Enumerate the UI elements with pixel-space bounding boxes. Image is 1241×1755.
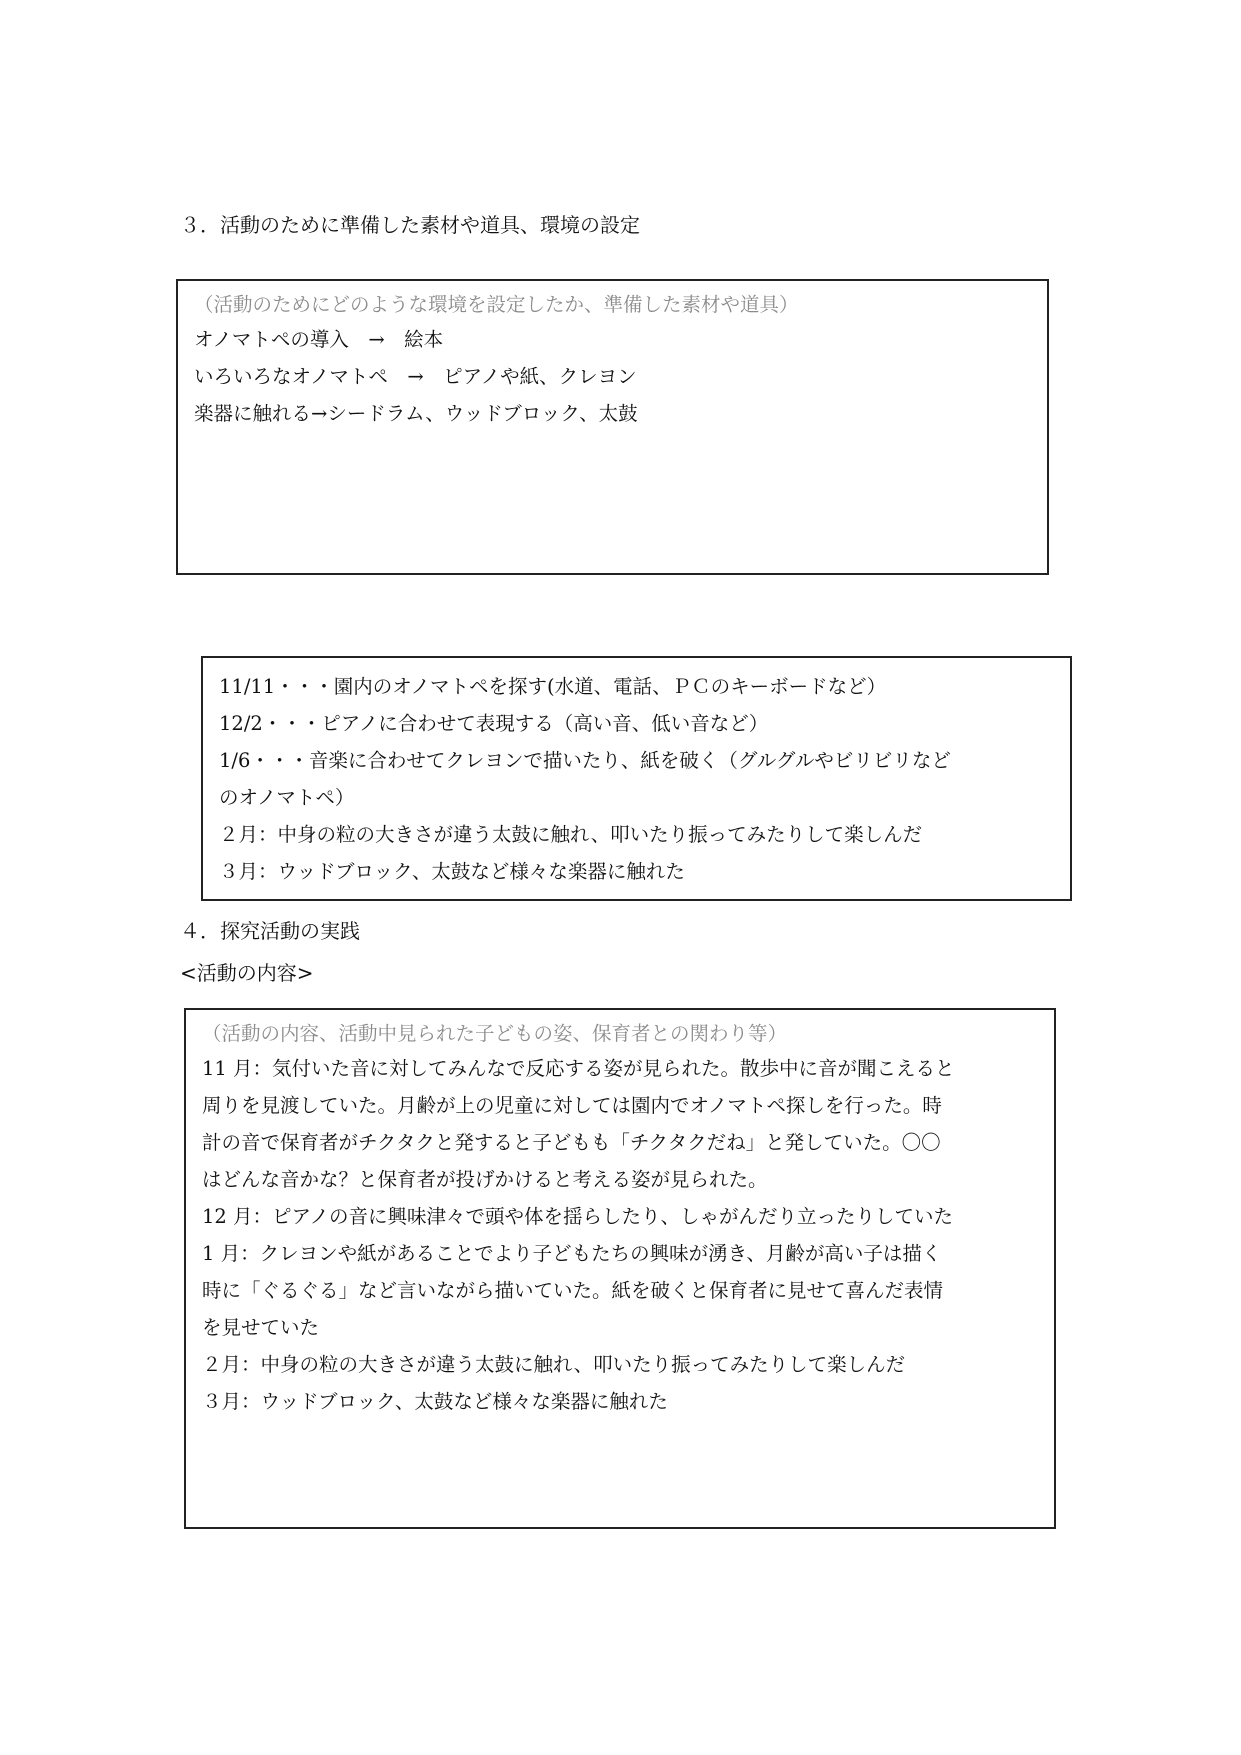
activity-line: 計の音で保育者がチクタクと発すると子どもも「チクタクだね」と発していた。〇〇 bbox=[202, 1131, 941, 1154]
schedule-box bbox=[201, 656, 1072, 901]
section4-heading: ４．探究活動の実践 bbox=[180, 919, 360, 943]
schedule-line: 11/11・・・園内のオノマトペを探す(水道、電話、ＰＣのキーボードなど） bbox=[219, 675, 887, 698]
schedule-line: 12/2・・・ピアノに合わせて表現する（高い音、低い音など） bbox=[219, 712, 769, 735]
schedule-line: 1/6・・・音楽に合わせてクレヨンで描いたり、紙を破く（グルグルやビリビリなど bbox=[219, 749, 951, 772]
activity-line: 11 月：気付いた音に対してみんなで反応する姿が見られた。散歩中に音が聞こえると bbox=[202, 1057, 955, 1080]
activity-content-box bbox=[184, 1008, 1056, 1529]
schedule-line: ２月：中身の粒の大きさが違う太鼓に触れ、叩いたり振ってみたりして楽しんだ bbox=[219, 823, 923, 846]
activity-line: 1 月：クレヨンや紙があることでより子どもたちの興味が湧き、月齢が高い子は描く bbox=[202, 1242, 942, 1265]
activity-line: 時に「ぐるぐる」など言いながら描いていた。紙を破くと保育者に見せて喜んだ表情 bbox=[202, 1279, 944, 1302]
section4-subheading: <活動の内容> bbox=[180, 961, 314, 985]
schedule-line: ３月：ウッドブロック、太鼓など様々な楽器に触れた bbox=[219, 860, 685, 883]
activity-line: 周りを見渡していた。月齢が上の児童に対しては園内でオノマトペ探しを行った。時 bbox=[202, 1094, 942, 1117]
activity-line: はどんな音かな？と保育者が投げかけると考える姿が見られた。 bbox=[202, 1168, 768, 1191]
materials-line: オノマトペの導入 → 絵本 bbox=[194, 328, 444, 351]
activity-line: ２月：中身の粒の大きさが違う太鼓に触れ、叩いたり振ってみたりして楽しんだ bbox=[202, 1353, 906, 1376]
materials-hint: （活動のためにどのような環境を設定したか、準備した素材や道具） bbox=[194, 293, 799, 316]
activity-line: を見せていた bbox=[202, 1316, 320, 1339]
activity-line: 12 月：ピアノの音に興味津々で頭や体を揺らしたり、しゃがんだり立ったりしていた bbox=[202, 1205, 953, 1228]
materials-line: いろいろなオノマトペ → ピアノや紙、クレヨン bbox=[194, 365, 637, 388]
section3-heading: ３．活動のために準備した素材や道具、環境の設定 bbox=[180, 213, 640, 237]
materials-box bbox=[176, 279, 1049, 575]
activity-line: ３月：ウッドブロック、太鼓など様々な楽器に触れた bbox=[202, 1390, 668, 1413]
schedule-line: のオノマトペ） bbox=[219, 786, 355, 809]
materials-line: 楽器に触れる→シードラム、ウッドブロック、太鼓 bbox=[194, 402, 638, 425]
activity-hint: （活動の内容、活動中見られた子どもの姿、保育者との関わり等） bbox=[202, 1022, 788, 1045]
